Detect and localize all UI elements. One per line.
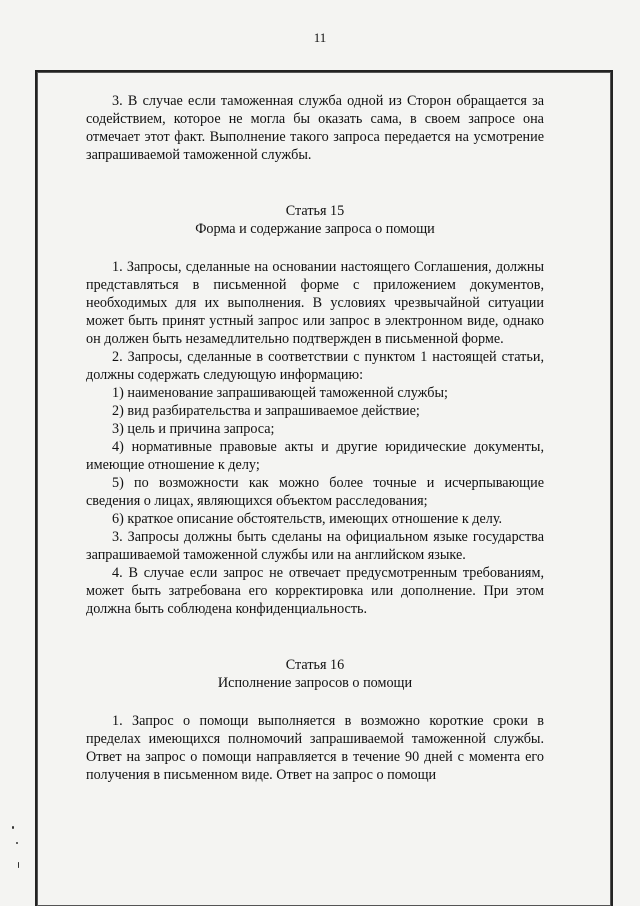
article15-paragraph-1: 1. Запросы, сделанные на основании настоящего Соглашения, должны представляться в письменной форме с приложением документов, необходимых для их выполнения. В условиях чрезвычайной ситуации может быть принят устный запрос или запрос в электронном виде, однако он должен быть незамедлительно подтвержден в письменной форме. [86,259,544,347]
article14-paragraph-3: 3. В случае если таможенная служба одной из Сторон обращается за содействием, которое не могла бы оказать сама, в своем запросе она отмечает этот факт. Выполнение такого запроса передается на усмотрение запрашиваемой таможенной службы. [86,93,544,163]
list-item: 1) наименование запрашивающей таможенной службы; [112,385,448,401]
article15-paragraph-4: 4. В случае если запрос не отвечает предусмотренным требованиям, может быть затребована его корректировка или дополнение. При этом должна быть соблюдена конфиденциальность. [86,565,544,617]
scan-speck [12,826,14,829]
article15-subtitle: Форма и содержание запроса о помощи [195,221,435,237]
article16-subtitle: Исполнение запросов о помощи [217,675,413,691]
scan-speck [16,842,18,844]
list-item: 5) по возможности как можно более точные и исчерпывающие сведения о лицах, являющихся объектом расследования; [86,475,544,509]
article16-paragraph-1: 1. Запрос о помощи выполняется в возможно короткие сроки в пределах имеющихся полномочий запрашиваемой таможенной службы. Ответ на запрос о помощи направляется в течение 90 дней с момента его получения в письменном виде. Ответ на запрос о помощи [86,713,544,783]
document-body [86,92,544,784]
article15-paragraph-3: 3. Запросы должны быть сделаны на официальном языке государства запрашиваемой таможенной службы или на английском языке. [86,529,544,563]
article15-paragraph-2: 2. Запросы, сделанные в соответствии с пунктом 1 настоящей статьи, должны содержать следующую информацию: [86,349,544,383]
page-number: 11 [313,30,327,45]
list-item: 2) вид разбирательства и запрашиваемое действие; [112,403,420,419]
list-item: 6) краткое описание обстоятельств, имеющих отношение к делу. [112,511,503,527]
list-item: 4) нормативные правовые акты и другие юридические документы, имеющие отношение к делу; [86,439,544,473]
article15-title: Статья 15 [285,203,345,219]
list-item: 3) цель и причина запроса; [112,421,275,437]
scan-speck [18,862,19,868]
article16-title: Статья 16 [285,657,345,673]
